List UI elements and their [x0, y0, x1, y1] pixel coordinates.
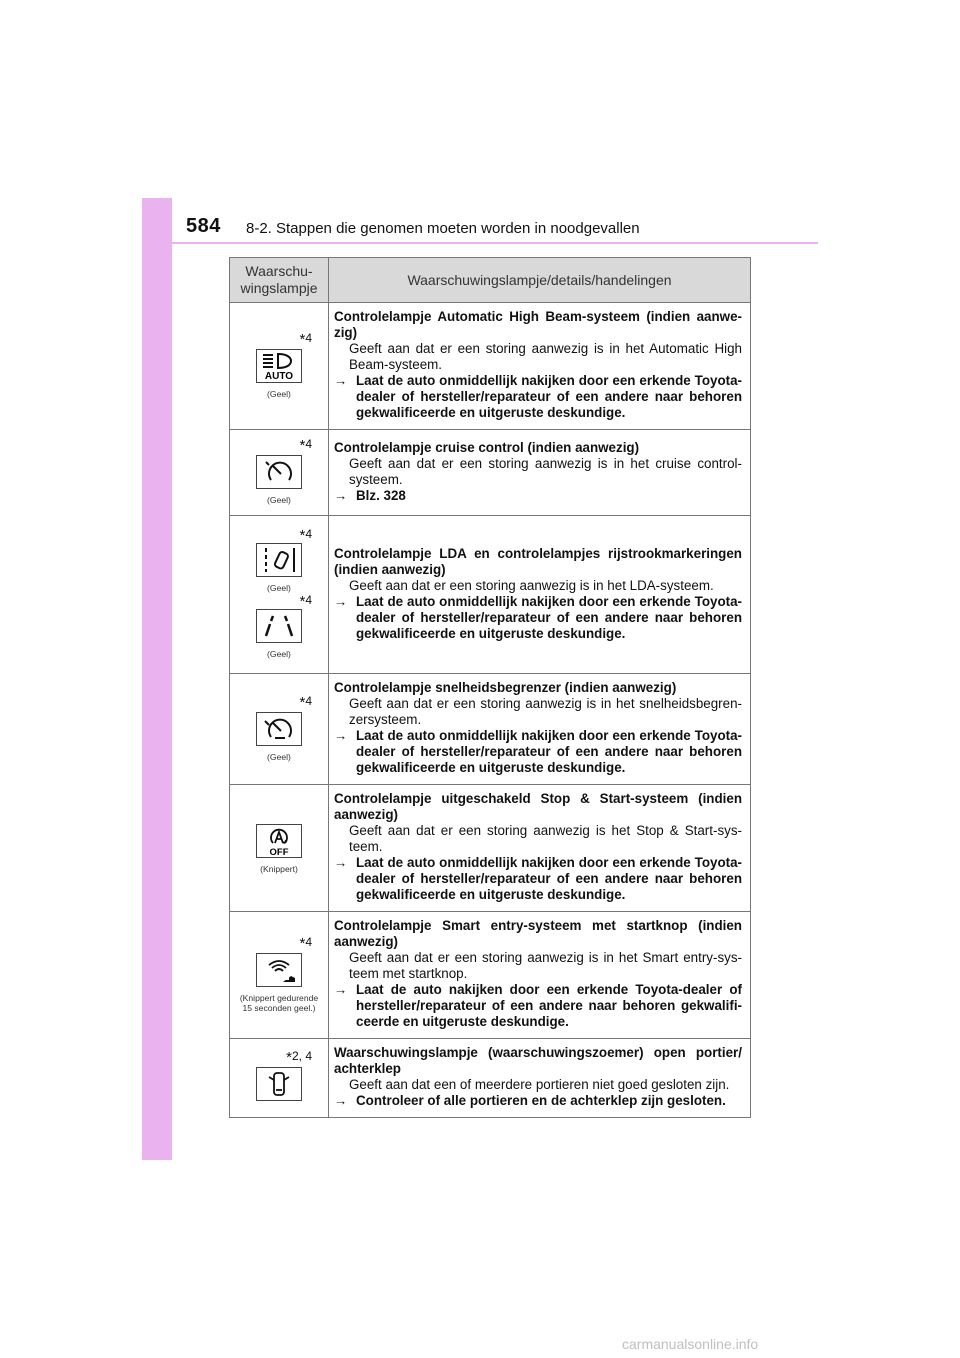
footnote-marker: *4 [299, 693, 312, 711]
icon-caption: (Knippert) [260, 863, 298, 874]
footnote-marker: *4 [299, 527, 312, 544]
light-description: Geeft aan dat er een storing aanwezig is in het Smart entry-sys-teem met startknop. [349, 950, 742, 981]
light-action: → Controleer of alle portieren en de achterklep zijn gesloten. [334, 1093, 726, 1108]
table-row [230, 303, 751, 430]
light-title: Controlelampje cruise control (indien aanwezig) [334, 439, 640, 455]
arrow-icon: → [334, 728, 348, 743]
section-title: 8-2. Stappen die genomen moeten worden in noodgevallen [246, 220, 640, 237]
icon-caption: (Geel) [267, 751, 291, 762]
icon-cell [230, 912, 329, 1039]
icon-cell [230, 785, 329, 912]
description-cell [329, 674, 751, 785]
footnote-marker: *4 [299, 934, 312, 952]
description-cell [329, 430, 751, 516]
arrow-icon: → [334, 982, 348, 997]
footnote-marker: *4 [299, 330, 312, 348]
light-description: Geeft aan dat er een storing aanwezig is in het snelheidsbegren-zersysteem. [349, 696, 742, 727]
page-number: 584 [186, 215, 221, 237]
table-row [230, 785, 751, 912]
light-action: → Blz. 328 [334, 487, 406, 503]
light-title: Controlelampje LDA en controlelampjes rijstrookmarkeringen (indien aanwezig) [334, 545, 742, 577]
table-row [230, 1039, 751, 1118]
arrow-icon: → [334, 1093, 348, 1108]
smart-entry-icon [256, 953, 302, 987]
arrow-icon: → [334, 487, 348, 503]
icon-cell [230, 1039, 329, 1118]
door-open-icon [256, 1067, 302, 1101]
lda-car-lane-icon [256, 543, 302, 577]
light-action: → Laat de auto onmiddellijk nakijken door een erkende Toyota-dealer of hersteller/reparateur of een andere naar behoren gekwalificeerde en uitgeruste deskundige. [334, 373, 742, 420]
icon-cell [230, 430, 329, 516]
light-title: Controlelampje snelheidsbegrenzer (indien aanwezig) [334, 680, 677, 695]
icon-cell [230, 674, 329, 785]
light-title: Waarschuwingslampje (waarschuwingszoemer) open portier/ achterklep [334, 1045, 742, 1076]
icon-caption: (Geel) [267, 583, 291, 593]
table-row [230, 912, 751, 1039]
light-action: → Laat de auto nakijken door een erkende Toyota-dealer of hersteller/reparateur of een andere naar behoren gekwalifi-ceerde en uitgeruste deskundige. [334, 982, 742, 1029]
column-header-details: Waarschuwingslampje/details/handelingen [329, 258, 751, 303]
table-row [230, 674, 751, 785]
arrow-icon: → [334, 855, 348, 870]
table-row [230, 430, 751, 516]
icon-caption: (Geel) [267, 649, 291, 659]
light-description: Geeft aan dat een of meerdere portieren niet goed gesloten zijn. [349, 1077, 730, 1092]
icon-caption: (Geel) [267, 388, 291, 399]
icon-cell [230, 516, 329, 674]
description-cell [329, 912, 751, 1039]
light-title: Controlelampje Automatic High Beam-systeem (indien aanwe-zig) [334, 309, 742, 340]
column-header-light: Waarschu- wingslampje [230, 258, 329, 303]
stop-start-off-icon [256, 824, 302, 858]
watermark: carmanualsonline.info [622, 1336, 759, 1352]
lane-markings-icon [256, 609, 302, 643]
light-description: Geeft aan dat er een storing aanwezig is in het cruise control-systeem. [349, 455, 742, 487]
speed-limiter-icon [256, 712, 302, 746]
light-action: → Laat de auto onmiddellijk nakijken door een erkende Toyota-dealer of hersteller/reparateur of een andere naar behoren gekwalificeerde en uitgeruste deskundige. [334, 593, 742, 641]
section-tab-band [142, 198, 172, 1160]
warning-lights-table [229, 257, 751, 1118]
icon-caption: (Geel) [267, 495, 291, 505]
auto-high-beam-icon [256, 349, 302, 383]
light-title: Controlelampje Smart entry-systeem met startknop (indien aanwezig) [334, 918, 742, 949]
arrow-icon: → [334, 593, 348, 609]
description-cell [329, 785, 751, 912]
light-description: Geeft aan dat er een storing aanwezig is in het LDA-systeem. [349, 577, 714, 593]
icon-caption: (Knippert gedurende 15 seconden geel.) [239, 992, 319, 1013]
svg-text:AUTO: AUTO [264, 370, 294, 382]
description-cell [329, 516, 751, 674]
light-action: → Laat de auto onmiddellijk nakijken door een erkende Toyota-dealer of hersteller/reparateur of een andere naar behoren gekwalificeerde en uitgeruste deskundige. [334, 855, 742, 902]
table-header-row [230, 258, 751, 303]
light-description: Geeft aan dat er een storing aanwezig is het Stop & Start-sys-teem. [349, 823, 742, 854]
description-cell [329, 303, 751, 430]
svg-text:OFF: OFF [269, 846, 289, 857]
footnote-marker: *4 [299, 593, 312, 610]
footnote-marker: *4 [299, 437, 312, 454]
light-title: Controlelampje uitgeschakeld Stop & Start-systeem (indien aanwezig) [334, 791, 742, 822]
arrow-icon: → [334, 373, 348, 388]
cruise-control-icon [256, 455, 302, 489]
light-action: → Laat de auto onmiddellijk nakijken door een erkende Toyota-dealer of hersteller/reparateur of een andere naar behoren gekwalificeerde en uitgeruste deskundige. [334, 728, 742, 775]
footnote-marker: *2, 4 [286, 1049, 312, 1066]
table-row [230, 516, 751, 674]
icon-cell [230, 303, 329, 430]
light-description: Geeft aan dat er een storing aanwezig is in het Automatic High Beam-systeem. [349, 341, 742, 372]
description-cell [329, 1039, 751, 1118]
